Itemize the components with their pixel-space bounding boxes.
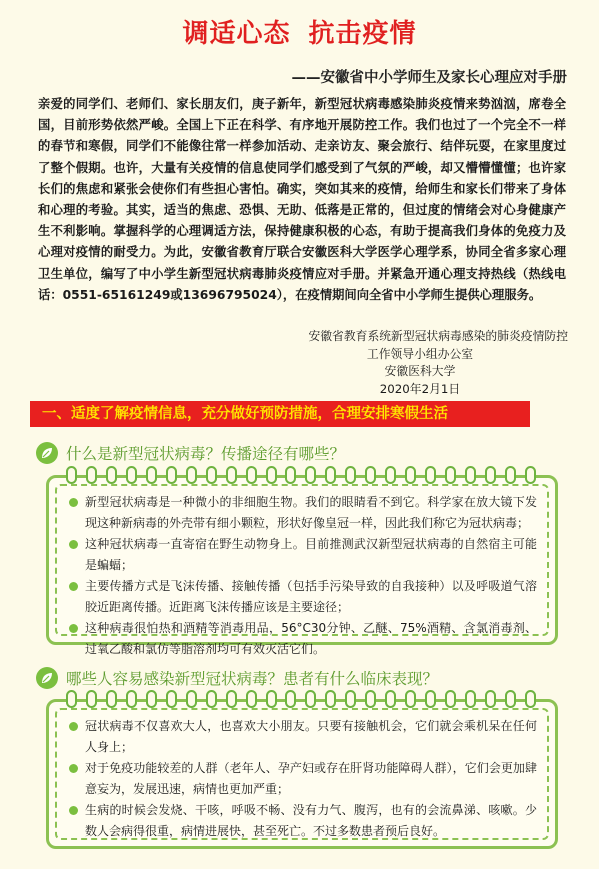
spiral-ring-icon (166, 466, 177, 484)
signature-line-2: 工作领导小组办公室 (366, 346, 474, 361)
spiral-ring-icon (126, 690, 137, 708)
spiral-ring-icon (365, 466, 376, 484)
spiral-ring-icon (505, 690, 516, 708)
spiral-ring-icon (525, 466, 536, 484)
spiral-ring-icon (305, 466, 316, 484)
question-2-list (69, 716, 537, 842)
leaf-icon (36, 667, 58, 689)
spiral-ring-icon (485, 690, 496, 708)
spiral-ring-icon (206, 690, 217, 708)
spiral-ring-icon (146, 466, 157, 484)
spiral-ring-icon (505, 466, 516, 484)
list-item: 这种冠状病毒一直寄宿在野生动物身上。目前推测武汉新型冠状病毒的自然宿主可能是蝙蝠； (69, 534, 537, 576)
spiral-ring-icon (425, 466, 436, 484)
spiral-ring-icon (425, 690, 436, 708)
spiral-ring-icon (166, 690, 177, 708)
spiral-ring-icon (385, 690, 396, 708)
list-item: 对于免疫功能较差的人群（老年人、孕产妇或存在肝肾功能障碍人群），它们会更加肆意妄为，发展迅速，病情也更加严重； (69, 758, 537, 800)
spiral-ring-icon (246, 690, 257, 708)
spiral-ring-icon (186, 466, 197, 484)
spiral-ring-icon (146, 690, 157, 708)
spiral-ring-icon (86, 690, 97, 708)
section-banner: 一、适度了解疫情信息，充分做好预防措施，合理安排寒假生活 (30, 401, 530, 427)
spiral-ring-icon (405, 690, 416, 708)
signature-date: 2020年2月1日 (379, 381, 461, 396)
question-2-heading (36, 666, 438, 690)
spiral-ring-icon (485, 466, 496, 484)
spiral-ring-icon (66, 690, 77, 708)
intro-paragraph: 亲爱的同学们、老师们、家长朋友们，庚子新年，新型冠状病毒感染肺炎疫情来势汹汹，席卷全国，目前形势依然严峻。全国上下正在科学、有序地开展防控工作。我们也过了一个完全不一样的春节和寒假，同学们不能像往常一样参加活动、走亲访友、聚会旅行、结伴玩耍，在家里度过了整个假期。也许，大量有关疫情的信息使同学们感受到了气氛的严峻，却又懵懵懂懂；也许家长们的焦虑和紧张会使你们有些担心害怕。确实，突如其来的疫情，给师生和家长们带来了身体和心理的考验。其实，适当的焦虑、恐惧、无助、低落是正常的，但过度的情绪会对心身健康产生不利影响。掌握科学的心理调适方法，保持健康积极的心态，有助于提高我们身体的免疫力及心理对疫情的耐受力。为此，安徽省教育厅联合安徽医科大学医学心理学系，协同全省多家心理卫生单位，编写了中小学生新型冠状病毒肺炎疫情应对手册。并紧急开通心理支持热线（热线电话：0551-65161249或13696795024），在疫情期间向全省中小学师生提供心理服务。 (38, 97, 566, 302)
signature-line-3: 安徽医科大学 (384, 364, 456, 378)
spiral-ring-icon (266, 466, 277, 484)
spiral-ring-icon (86, 466, 97, 484)
spiral-ring-icon (365, 690, 376, 708)
spiral-ring-icon (465, 690, 476, 708)
spiral-ring-icon (405, 466, 416, 484)
spiral-ring-icon (106, 466, 117, 484)
leaf-icon (36, 442, 58, 464)
title-part-2: 抗击疫情 (308, 19, 417, 49)
spiral-ring-icon (206, 466, 217, 484)
spiral-ring-icon (226, 690, 237, 708)
spiral-ring-icon (126, 466, 137, 484)
spiral-ring-icon (325, 690, 336, 708)
list-item: 主要传播方式是飞沫传播、接触传播（包括手污染导致的自我接种）以及呼吸道气溶胶近距离传播。近距离飞沫传播应该是主要途径； (69, 576, 537, 618)
spiral-ring-icon (285, 690, 296, 708)
question-1-list (69, 492, 537, 660)
question-2-card (46, 699, 558, 849)
spiral-ring-icon (246, 466, 257, 484)
spiral-ring-icon (305, 690, 316, 708)
spiral-ring-icon (285, 466, 296, 484)
spiral-ring-icon (325, 466, 336, 484)
spiral-ring-icon (266, 690, 277, 708)
spiral-ring-icon (186, 690, 197, 708)
spiral-ring-icon (226, 466, 237, 484)
spiral-ring-icon (525, 690, 536, 708)
question-1-card (46, 475, 558, 656)
signature-block (270, 328, 570, 398)
spiral-ring-icon (465, 466, 476, 484)
list-item: 生病的时候会发烧、干咳，呼吸不畅、没有力气、腹泻，也有的会流鼻涕、咳嗽。少数人会病得很重，病情进展快，甚至死亡。不过多数患者预后良好。 (69, 800, 537, 842)
list-item: 新型冠状病毒是一种微小的非细胞生物。我们的眼睛看不到它。科学家在放大镜下发现这种新病毒的外壳带有细小颗粒，形状好像皇冠一样，因此我们称它为冠状病毒； (69, 492, 537, 534)
page-title (0, 18, 599, 50)
spiral-binding (66, 690, 536, 708)
list-item: 冠状病毒不仅喜欢大人，也喜欢大小朋友。只要有接触机会，它们就会乘机呆在任何人身上； (69, 716, 537, 758)
page-subtitle: ——安徽省中小学师生及家长心理应对手册 (291, 70, 567, 86)
question-1-heading (36, 441, 345, 465)
spiral-ring-icon (345, 466, 356, 484)
question-1-text: 什么是新型冠状病毒？传播途径有哪些？ (66, 445, 346, 463)
spiral-ring-icon (66, 466, 77, 484)
spiral-ring-icon (445, 690, 456, 708)
spiral-ring-icon (445, 466, 456, 484)
list-item: 这种病毒很怕热和酒精等消毒用品，56°C30分钟、乙醚、75%酒精、含氯消毒剂、过氧乙酸和氯仿等脂溶剂均可有效灭活它们。 (69, 618, 537, 660)
spiral-ring-icon (345, 690, 356, 708)
title-part-1: 调适心态 (182, 19, 291, 49)
question-2-text: 哪些人容易感染新型冠状病毒？患者有什么临床表现？ (66, 670, 439, 688)
spiral-ring-icon (385, 466, 396, 484)
spiral-ring-icon (106, 690, 117, 708)
spiral-binding (66, 466, 536, 484)
signature-line-1: 安徽省教育系统新型冠状病毒感染的肺炎疫情防控 (308, 329, 568, 343)
